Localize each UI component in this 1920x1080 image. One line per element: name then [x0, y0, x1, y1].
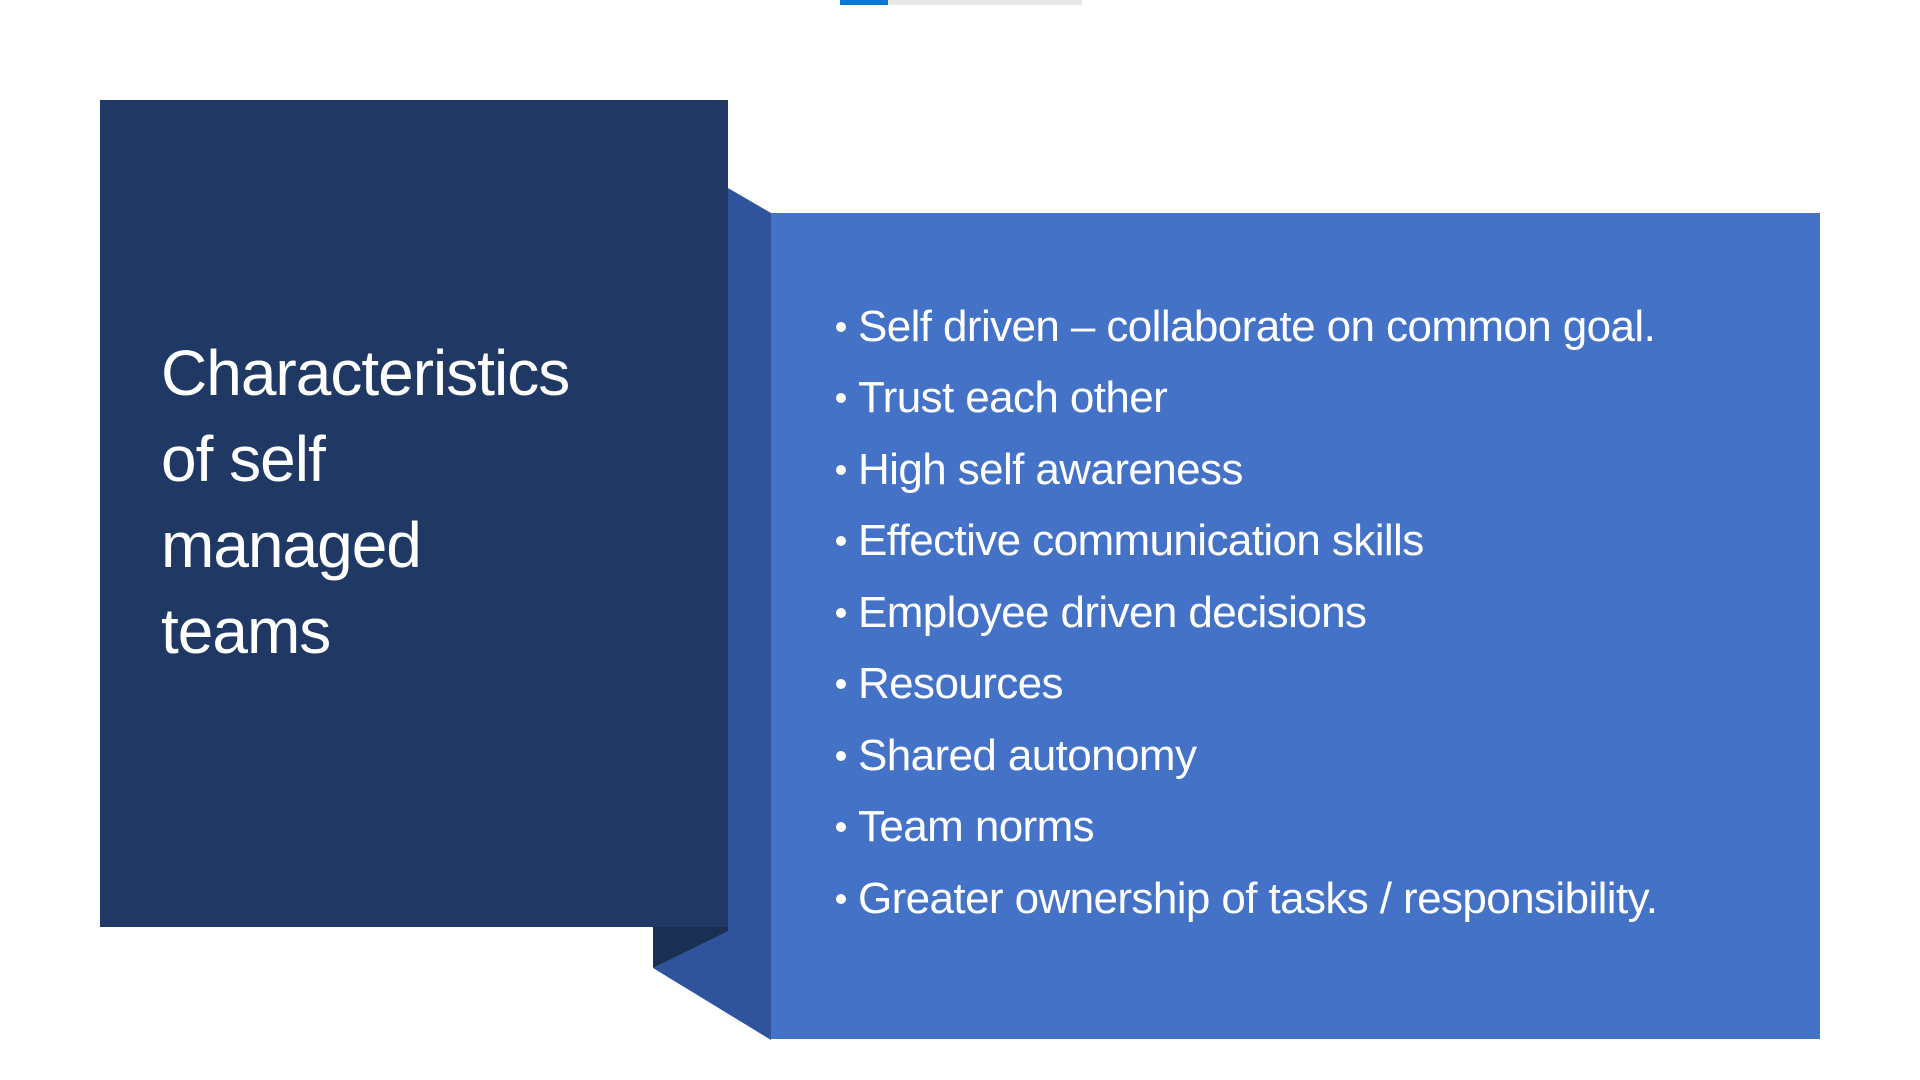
bullet-icon	[836, 393, 846, 403]
bullet-text: Team norms	[858, 802, 1095, 852]
slide-title-line: of self	[161, 423, 325, 495]
bullet-text: Self driven – collaborate on common goal.	[858, 301, 1656, 351]
bullet-icon	[836, 822, 846, 832]
list-item	[836, 291, 1796, 363]
bullet-icon	[836, 322, 846, 332]
bullet-icon	[836, 894, 846, 904]
bullet-text: Employee driven decisions	[858, 587, 1367, 637]
list-item	[836, 649, 1796, 721]
bullet-text: Trust each other	[858, 373, 1168, 423]
list-item	[836, 720, 1796, 792]
list-item	[836, 577, 1796, 649]
bullet-icon	[836, 608, 846, 618]
bullet-text: Greater ownership of tasks / responsibility.	[858, 873, 1658, 923]
bullet-text: High self awareness	[858, 444, 1243, 494]
list-item	[836, 792, 1796, 864]
slide-title	[161, 330, 701, 674]
list-item	[836, 506, 1796, 578]
list-item	[836, 434, 1796, 506]
bullet-list	[836, 291, 1796, 935]
bullet-icon	[836, 465, 846, 475]
list-item	[836, 863, 1796, 935]
bullet-icon	[836, 679, 846, 689]
list-item	[836, 363, 1796, 435]
slide-title-line: teams	[161, 595, 331, 667]
bullet-icon	[836, 536, 846, 546]
bullet-text: Resources	[858, 659, 1063, 709]
bullet-icon	[836, 751, 846, 761]
slide-title-line: managed	[161, 509, 421, 581]
bullet-text: Shared autonomy	[858, 730, 1197, 780]
slide-title-line: Characteristics	[161, 337, 570, 409]
bullet-text: Effective communication skills	[858, 516, 1424, 566]
